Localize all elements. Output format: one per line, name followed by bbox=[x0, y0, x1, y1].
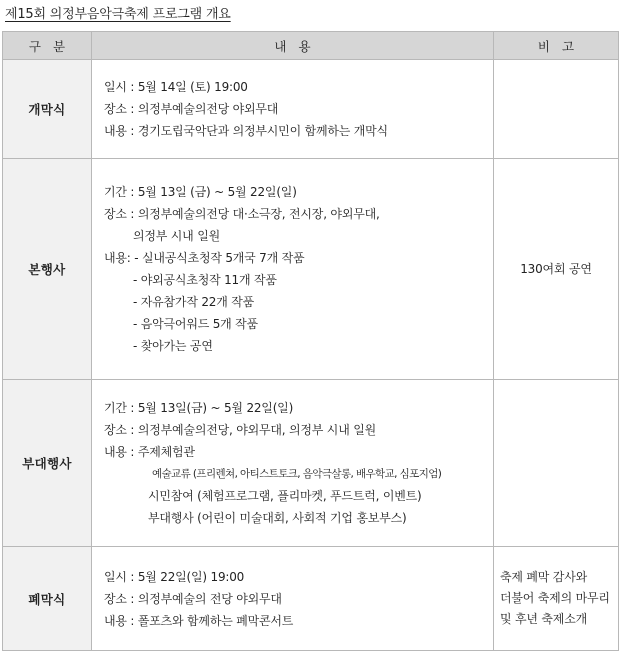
note-cell bbox=[494, 547, 619, 651]
program-table bbox=[2, 31, 619, 651]
content-line: 기간 : 5월 13일 (금) ~ 5월 22일(일) bbox=[104, 185, 297, 199]
content-line: - 자유참가작 22개 작품 bbox=[133, 295, 254, 309]
content-line: 일시 : 5월 14일 (토) 19:00 bbox=[104, 80, 248, 94]
table-row-main-event bbox=[3, 159, 619, 380]
content-line: 기간 : 5월 13일(금) ~ 5월 22일(일) bbox=[104, 401, 294, 415]
note-line: 더불어 축제의 마무리 bbox=[500, 591, 610, 605]
content-line: - 야외공식초청작 11개 작품 bbox=[133, 273, 277, 287]
note-cell bbox=[494, 60, 619, 159]
content-line: - 찾아가는 공연 bbox=[133, 339, 213, 353]
content-cell bbox=[92, 380, 494, 547]
content-line: 내용 : 주제체험관 bbox=[104, 445, 195, 459]
content-line: 장소 : 의정부예술의전당, 야외무대, 의정부 시내 일원 bbox=[104, 423, 376, 437]
content-cell bbox=[92, 60, 494, 159]
header-content: 내용 bbox=[92, 32, 494, 60]
category-cell: 부대행사 bbox=[3, 380, 92, 547]
table-row-closing bbox=[3, 547, 619, 651]
content-line: 내용: - 실내공식초청작 5개국 7개 작품 bbox=[104, 251, 305, 265]
page-title: 제15회 의정부음악극축제 프로그램 개요 bbox=[5, 7, 231, 22]
content-line: 시민참여 (체험프로그램, 플리마켓, 푸드트럭, 이벤트) bbox=[148, 489, 422, 503]
header-category: 구분 bbox=[3, 32, 92, 60]
category-cell: 본행사 bbox=[3, 159, 92, 380]
note-line: 및 후년 축제소개 bbox=[500, 612, 587, 626]
content-line: 내용 : 경기도립국악단과 의정부시민이 함께하는 개막식 bbox=[104, 124, 388, 138]
table-row-side-events bbox=[3, 380, 619, 547]
note-cell bbox=[494, 380, 619, 547]
table-header-row bbox=[3, 32, 619, 60]
content-line: 장소 : 의정부예술의 전당 야외무대 bbox=[104, 591, 282, 606]
category-cell: 폐막식 bbox=[3, 547, 92, 651]
note-line: 축제 폐막 감사와 bbox=[500, 570, 587, 584]
content-line: 내용 : 폴포츠와 함께하는 폐막콘서트 bbox=[104, 613, 294, 628]
content-line: 일시 : 5월 22일(일) 19:00 bbox=[104, 569, 245, 584]
category-cell: 개막식 bbox=[3, 60, 92, 159]
header-note: 비고 bbox=[494, 32, 619, 60]
content-line: 부대행사 (어린이 미술대회, 사회적 기업 홍보부스) bbox=[148, 511, 407, 525]
content-cell bbox=[92, 159, 494, 380]
content-line: 장소 : 의정부예술의전당 대·소극장, 전시장, 야외무대, bbox=[104, 207, 380, 221]
content-line: - 음악극어워드 5개 작품 bbox=[133, 317, 258, 331]
content-cell bbox=[92, 547, 494, 651]
note-cell bbox=[494, 159, 619, 380]
content-line: 의정부 시내 일원 bbox=[133, 229, 220, 243]
content-line: 장소 : 의정부예술의전당 야외무대 bbox=[104, 102, 279, 116]
table-row-opening bbox=[3, 60, 619, 159]
content-line: 예술교류 (프리렌쳐, 아티스트토크, 음악극살롱, 배우학교, 심포지엄) bbox=[152, 468, 442, 480]
note-line: 130여회 공연 bbox=[520, 262, 592, 276]
